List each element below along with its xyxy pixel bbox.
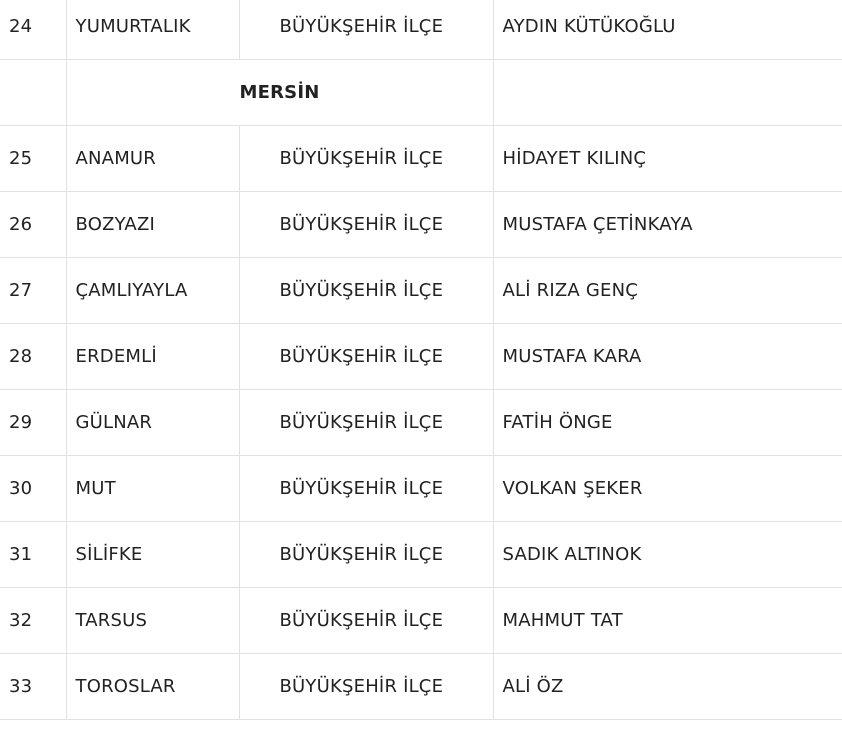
- mayor-name: ALİ ÖZ: [493, 654, 842, 720]
- table-row: [0, 654, 842, 720]
- mayor-name: MUSTAFA KARA: [493, 324, 842, 390]
- mayor-name: MAHMUT TAT: [493, 588, 842, 654]
- municipality-type: BÜYÜKŞEHİR İLÇE: [239, 0, 493, 60]
- row-number: 27: [0, 258, 66, 324]
- district-name: ANAMUR: [66, 126, 239, 192]
- table-row: [0, 456, 842, 522]
- row-number: 25: [0, 126, 66, 192]
- row-number: 32: [0, 588, 66, 654]
- empty-cell: [0, 60, 66, 126]
- municipality-type: BÜYÜKŞEHİR İLÇE: [239, 654, 493, 720]
- district-name: ERDEMLİ: [66, 324, 239, 390]
- province-header-row: [0, 60, 842, 126]
- district-name: TOROSLAR: [66, 654, 239, 720]
- row-number: 31: [0, 522, 66, 588]
- table-row: [0, 522, 842, 588]
- municipality-type: BÜYÜKŞEHİR İLÇE: [239, 456, 493, 522]
- district-name: SİLİFKE: [66, 522, 239, 588]
- mayor-name: MUSTAFA ÇETİNKAYA: [493, 192, 842, 258]
- municipality-type: BÜYÜKŞEHİR İLÇE: [239, 588, 493, 654]
- table-row: [0, 324, 842, 390]
- municipality-type: BÜYÜKŞEHİR İLÇE: [239, 258, 493, 324]
- mayor-name: AYDIN KÜTÜKOĞLU: [493, 0, 842, 60]
- mayor-name: VOLKAN ŞEKER: [493, 456, 842, 522]
- mayor-name: FATİH ÖNGE: [493, 390, 842, 456]
- municipality-type: BÜYÜKŞEHİR İLÇE: [239, 522, 493, 588]
- municipality-type: BÜYÜKŞEHİR İLÇE: [239, 192, 493, 258]
- district-name: GÜLNAR: [66, 390, 239, 456]
- province-name: MERSİN: [66, 60, 493, 126]
- row-number: 30: [0, 456, 66, 522]
- mayor-name: ALİ RIZA GENÇ: [493, 258, 842, 324]
- table-row: [0, 588, 842, 654]
- mayor-name: SADIK ALTINOK: [493, 522, 842, 588]
- table-row: [0, 0, 842, 60]
- district-name: TARSUS: [66, 588, 239, 654]
- table-row: [0, 192, 842, 258]
- row-number: 26: [0, 192, 66, 258]
- district-name: YUMURTALIK: [66, 0, 239, 60]
- municipality-type: BÜYÜKŞEHİR İLÇE: [239, 390, 493, 456]
- table-row: [0, 258, 842, 324]
- row-number: 33: [0, 654, 66, 720]
- row-number: 28: [0, 324, 66, 390]
- district-name: ÇAMLIYAYLA: [66, 258, 239, 324]
- row-number: 29: [0, 390, 66, 456]
- municipality-type: BÜYÜKŞEHİR İLÇE: [239, 324, 493, 390]
- empty-cell: [493, 60, 842, 126]
- district-name: BOZYAZI: [66, 192, 239, 258]
- district-name: MUT: [66, 456, 239, 522]
- municipality-type: BÜYÜKŞEHİR İLÇE: [239, 126, 493, 192]
- table-row: [0, 126, 842, 192]
- mayor-name: HİDAYET KILINÇ: [493, 126, 842, 192]
- table-row: [0, 390, 842, 456]
- row-number: 24: [0, 0, 66, 60]
